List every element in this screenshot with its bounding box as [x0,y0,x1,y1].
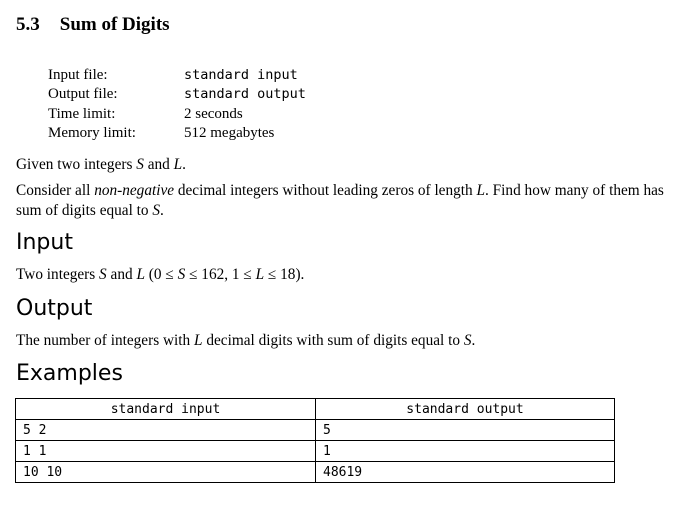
limit-row-output-file [48,85,306,104]
example-input: 10 10 [16,462,316,483]
limit-row-memory-limit [48,124,306,143]
limit-label: Time limit: [48,105,116,122]
limit-row-input-file [48,66,306,85]
limit-label: Memory limit: [48,124,136,141]
limit-row-time-limit [48,105,306,124]
examples-table [15,398,615,483]
limits-block [48,66,306,143]
example-output: 1 [316,441,615,462]
section-title-text: Sum of Digits [59,14,170,35]
limit-label: Input file: [48,67,108,83]
input-heading: Input [16,230,73,255]
table-row [16,420,615,441]
section-number: 5.3 [16,14,40,35]
output-heading: Output [16,296,93,321]
table-row [16,441,615,462]
limit-value: standard input [184,67,298,83]
output-text: The number of integers with L decimal digits with sum of digits equal to S. [16,332,476,349]
col-standard-input: standard input [16,399,316,420]
examples-header-row [16,399,615,420]
example-output: 48619 [316,462,615,483]
example-input: 5 2 [16,420,316,441]
examples-heading: Examples [16,361,123,386]
limit-label: Output file: [48,86,118,103]
limit-value: 2 seconds [184,105,243,122]
statement-line-2: Consider all non-negative decimal integers without leading zeros of length L. Find how many of them has sum of digits equal to S. [16,182,664,219]
table-row [16,462,615,483]
limit-value: standard output [184,86,306,103]
example-output: 5 [316,420,615,441]
col-standard-output: standard output [316,399,615,420]
section-title [16,14,170,36]
statement-line-1: Given two integers S and L. [16,156,186,173]
input-text: Two integers S and L (0 ≤ S ≤ 162, 1 ≤ L ≤ 18). [16,266,305,283]
example-input: 1 1 [16,441,316,462]
limit-value: 512 megabytes [184,124,275,141]
